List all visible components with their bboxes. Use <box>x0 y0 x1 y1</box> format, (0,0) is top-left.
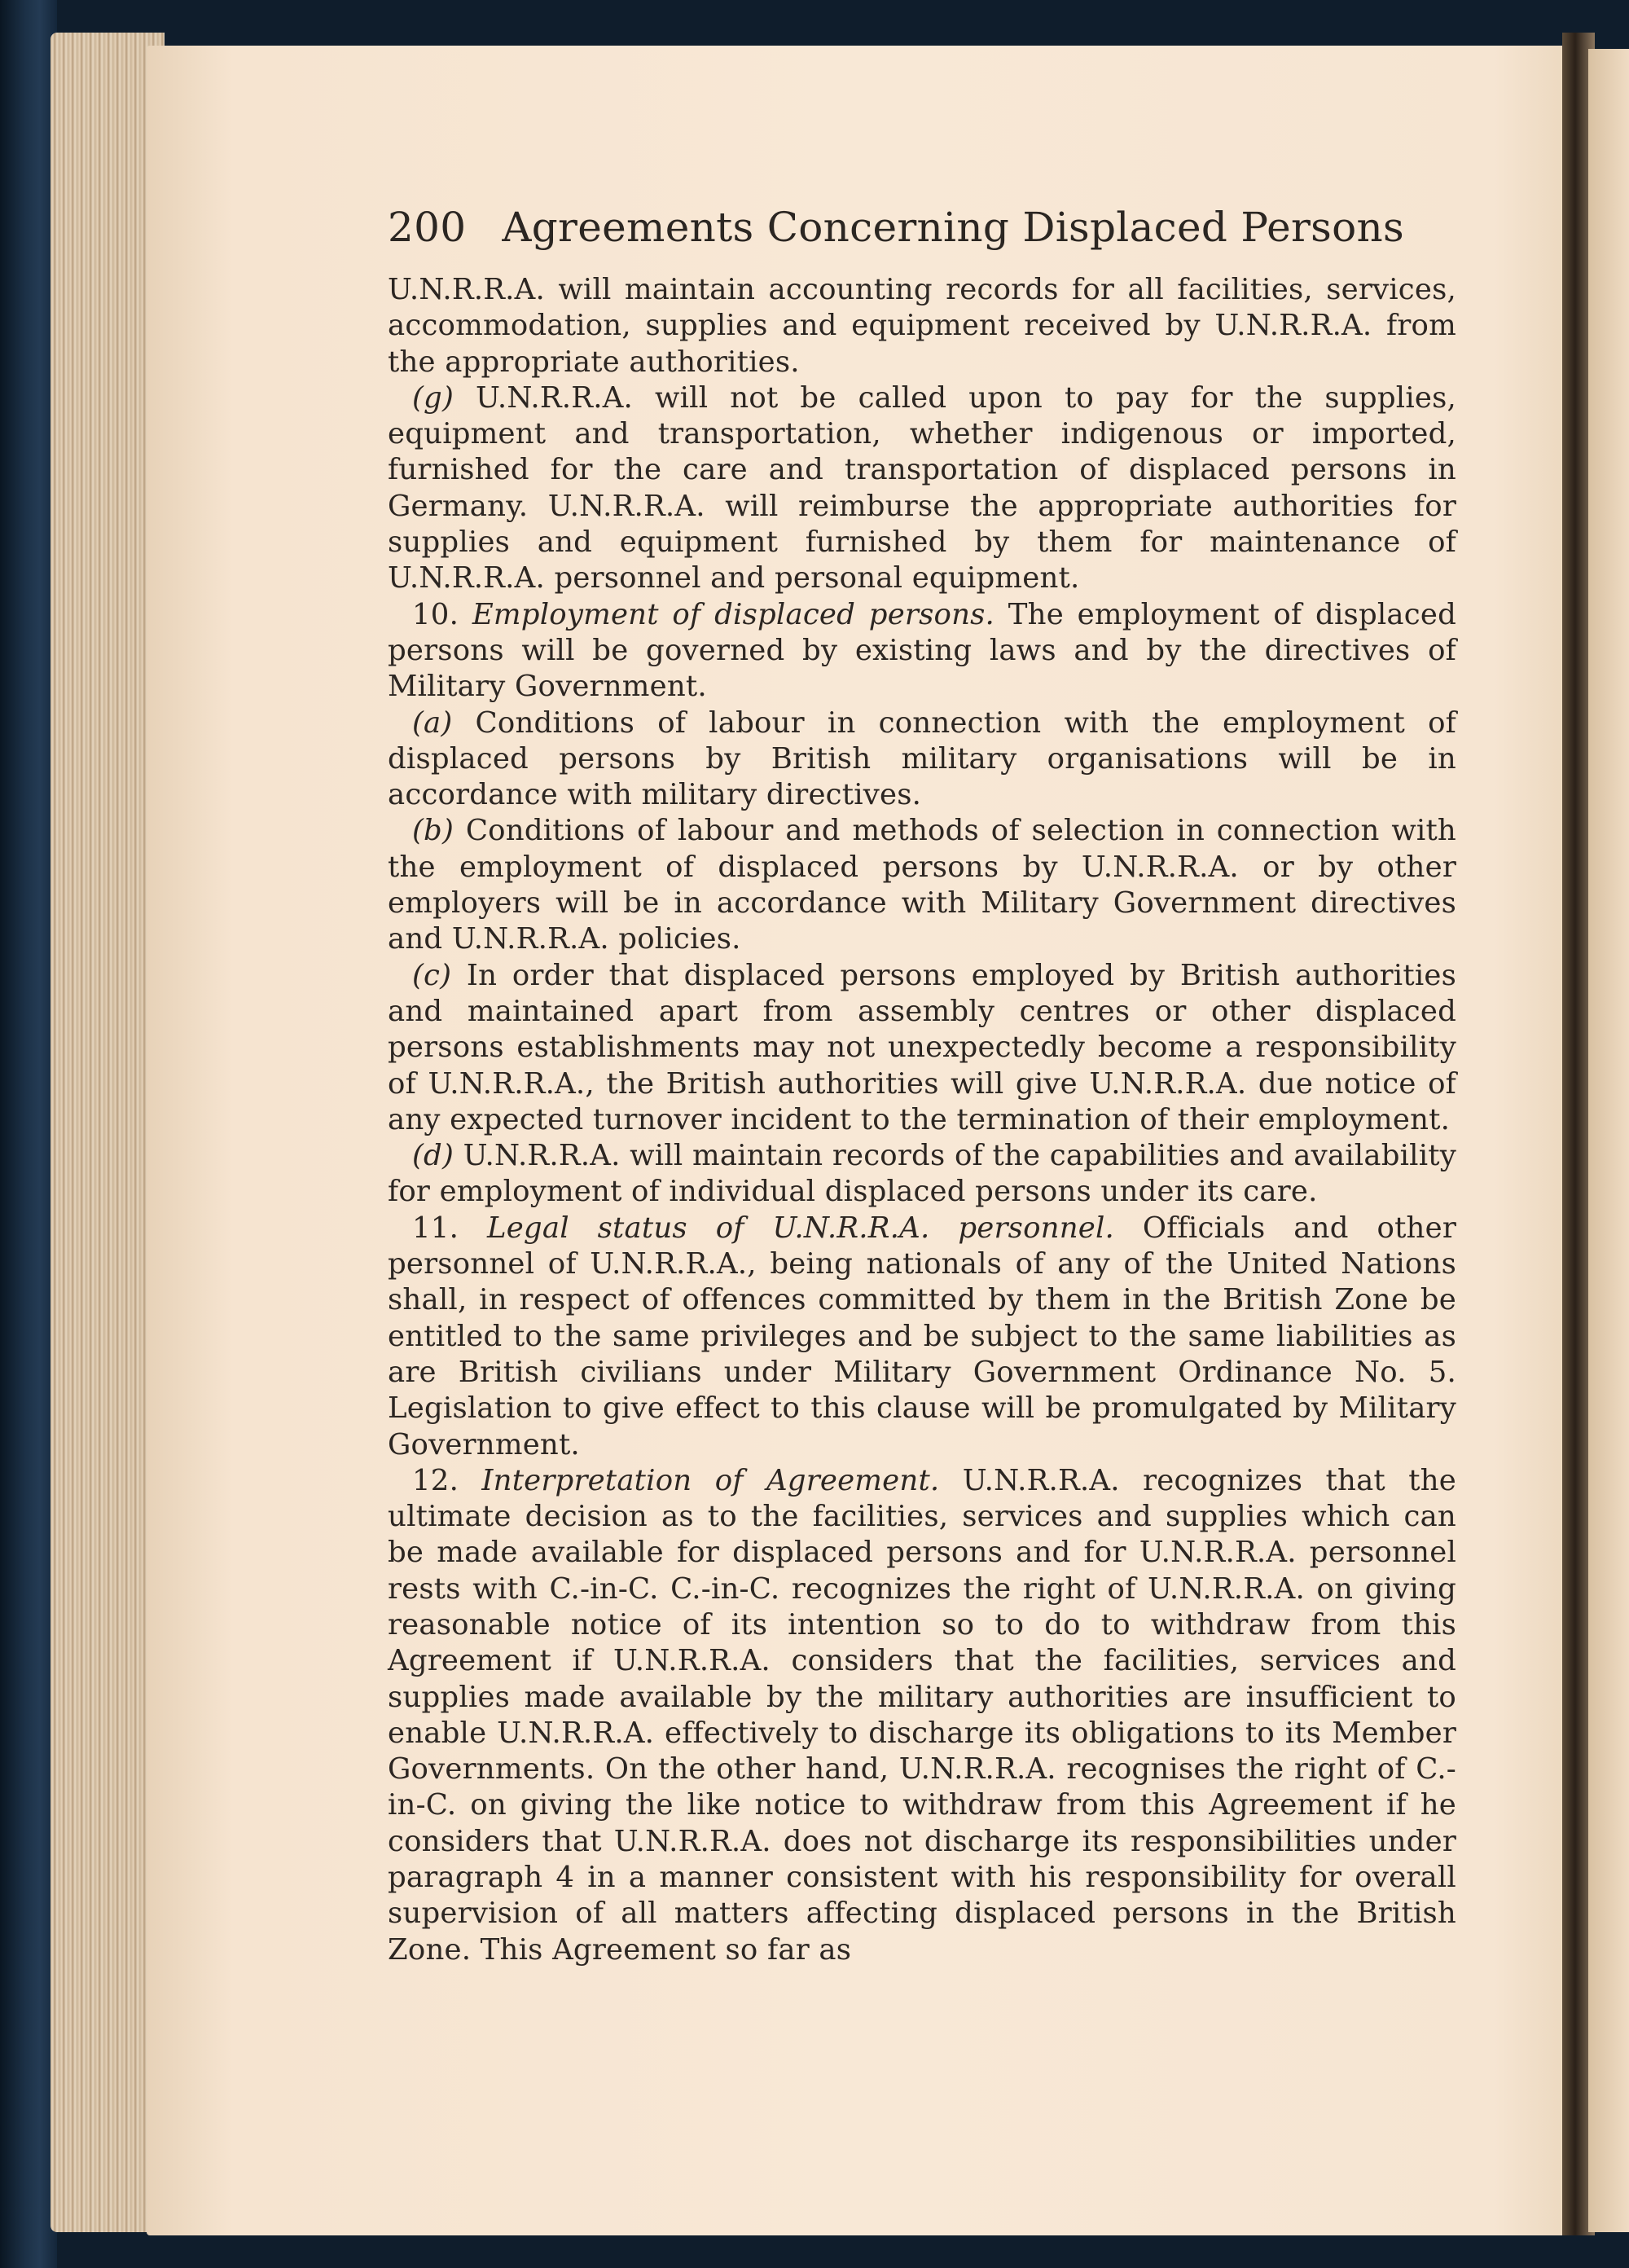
paragraph-text: U.N.R.R.A. will not be called upon to pay for the supplies, equipment and transportation, whether indigenous or imported, furnished for the care and transportation of displaced persons in Germany. U.N.R.R.A. will reimburse the appropriate authorities for supplies and equipment furnished by them for maintenance of U.N.R.R.A. personnel and personal equipment. <box>388 380 1456 596</box>
facing-page-edge <box>1588 49 1629 2232</box>
paragraph-text: In order that displaced persons employed by British authorities and maintained apart from assembly centres or other displaced persons establishments may not unexpectedly become a responsibility of U.N.R.R.A., the British authorities will give U.N.R.R.A. due notice of any expected turnover incident to the termination of their employment. <box>388 958 1456 1136</box>
paragraph-a <box>388 705 1456 814</box>
page-number: 200 <box>388 204 467 251</box>
clause-label: (a) <box>412 705 453 740</box>
paragraph-continuation <box>388 272 1456 380</box>
clause-label: (c) <box>412 958 452 992</box>
paragraph-text: Conditions of labour and methods of selection in connection with the employment of displaced persons by U.N.R.R.A. or by other employers will be in accordance with Military Government directives and U.N.R.R.A. policies. <box>388 814 1456 956</box>
section-number: 11. <box>412 1211 487 1245</box>
paragraph-text: U.N.R.R.A. will maintain accounting records for all facilities, services, accommodation, supplies and equipment received by U.N.R.R.A. from the appropriate authorities. <box>388 273 1456 379</box>
paragraph-g <box>388 380 1456 597</box>
running-header <box>388 204 1447 251</box>
section-title: Legal status of U.N.R.R.A. personnel. <box>486 1211 1115 1245</box>
paragraph-text: The employment of displaced persons will be governed by existing laws and by the directives of Military Government. <box>388 597 1457 704</box>
paragraph-11 <box>388 1211 1456 1463</box>
section-number: 12. <box>412 1463 482 1497</box>
section-title: Interpretation of Agreement. <box>481 1463 940 1497</box>
paragraph-text: U.N.R.R.A. recognizes that the ultimate decision as to the facilities, services and supplies which can be made available for displaced persons and for U.N.R.R.A. personnel rests with C.-in-C. C.-in-C. recognizes the right of U.N.R.R.A. on giving reasonable notice of its intention so to do to withdraw from this Agreement if U.N.R.R.A. considers that the facilities, services and supplies made available by the military authorities are insufficient to enable U.N.R.R.A. effectively to discharge its obligations to its Member Governments. On the other hand, U.N.R.R.A. recognises the right of C.-in-C. on giving the like notice to withdraw from this Agreement if he considers that U.N.R.R.A. does not discharge its responsibilities under paragraph 4 in a manner consistent with his responsibility for overall supervision of all matters affecting displaced persons in the British Zone. This Agreement so far as <box>388 1463 1456 1967</box>
clause-label: (b) <box>412 814 454 848</box>
paragraph-b <box>388 813 1456 957</box>
section-title: Employment of displaced persons. <box>472 597 995 631</box>
paragraph-d <box>388 1138 1456 1211</box>
running-title: Agreements Concerning Displaced Persons <box>502 204 1404 251</box>
paragraph-text: Conditions of labour in connection with the employment of displaced persons by British military organisations will be in accordance with military directives. <box>388 705 1456 812</box>
paragraph-text: Officials and other personnel of U.N.R.R.A., being nationals of any of the United Nations shall, in respect of offences committed by them in the British Zone be entitled to the same privileges and be subject to the same liabilities as are British civilians under Military Government Ordinance No. 5. Legislation to give effect to this clause will be promulgated by Military Government. <box>388 1211 1457 1461</box>
clause-label: (d) <box>412 1139 454 1173</box>
paragraph-text: U.N.R.R.A. will maintain records of the capabilities and availability for employment of individual displaced persons under its care. <box>388 1139 1456 1209</box>
clause-label: (g) <box>412 380 454 415</box>
paragraph-10 <box>388 597 1456 705</box>
paragraph-c <box>388 958 1456 1138</box>
paragraph-12 <box>388 1463 1456 1968</box>
section-number: 10. <box>412 597 472 631</box>
book-cover-edge <box>0 0 57 2268</box>
body-text <box>388 272 1456 1968</box>
